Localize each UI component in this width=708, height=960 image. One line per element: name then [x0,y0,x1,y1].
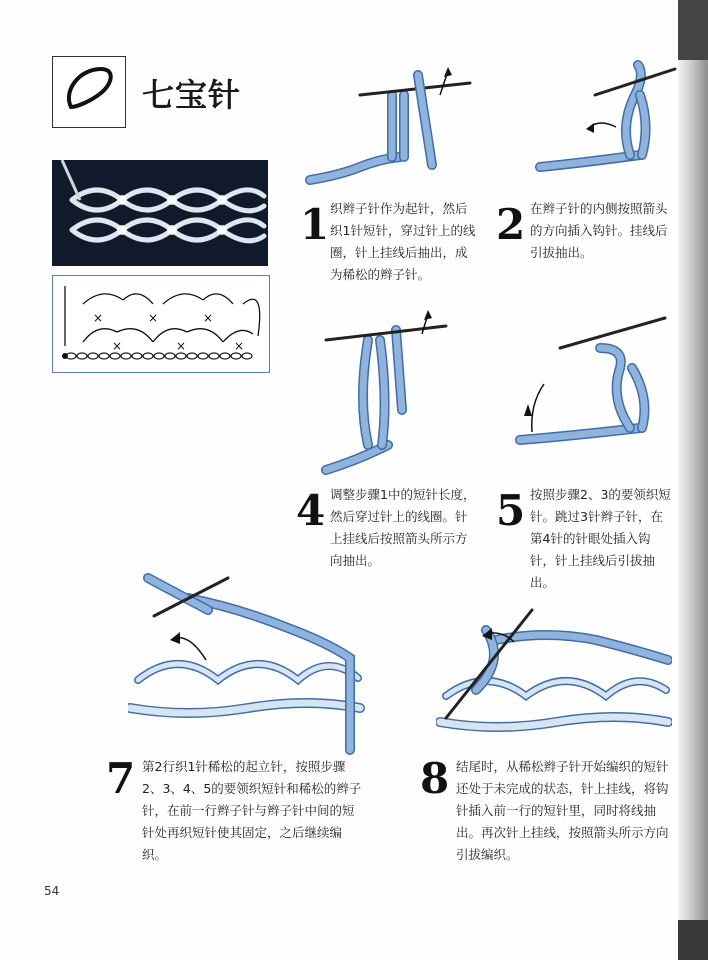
step-8-number: 8 [420,754,450,803]
spine-shadow-top [678,0,708,60]
step-2-text: 在辫子针的内侧按照箭头的方向插入钩针。挂线后引拔抽出。 [530,201,668,260]
stitch-chart [52,275,270,373]
step-7-number: 7 [106,754,136,803]
step-8-illustration [436,600,672,764]
loop-stitch-symbol-icon [52,56,126,128]
svg-text:×: × [147,311,159,325]
step-2-number: 2 [496,200,526,249]
svg-text:×: × [92,311,104,325]
step-4-text: 调整步骤1中的短针长度，然后穿过针上的线圈。针上挂线后按照箭头所示方向抽出。 [330,487,476,568]
step-5-illustration [510,308,680,462]
svg-text:×: × [202,311,214,325]
page-number: 54 [44,884,60,898]
step-2-illustration [520,55,690,189]
step-1-text: 织辫子针作为起针，然后织1针短针，穿过针上的线圈，针上挂线后抽出，成为稀松的辫子针。 [330,201,476,282]
swatch-photo [52,160,268,266]
step-1-number: 1 [300,200,330,249]
svg-text:×: × [175,339,187,353]
step-8-text: 结尾时，从稀松辫子针开始编织的短针还处于未完成的状态，针上挂线，将钩针插入前一行的短针里，同时将线抽出。再次针上挂线，按照箭头所示方向引拔编织。 [456,759,669,862]
step-4-number: 4 [296,486,326,535]
step-5-number: 5 [496,486,526,535]
step-5-text: 按照步骤2、3的要领织短针。跳过3针辫子针，在第4针的针眼处插入钩针，针上挂线后引拔抽出。 [530,487,671,590]
step-4-illustration [318,300,468,484]
step-7-illustration [128,568,368,762]
step-1-illustration [300,55,480,199]
svg-text:×: × [111,339,123,353]
svg-text:×: × [233,339,245,353]
step-7-text: 第2行织1针稀松的起立针，按照步骤2、3、4、5的要领织短针和稀松的辫子针，在前一行辫子针与辫子针中间的短针处再织短针使其固定，之后继续编织。 [142,759,362,862]
spine-shadow-bottom [678,920,708,960]
page-title: 七宝针 [142,76,242,114]
